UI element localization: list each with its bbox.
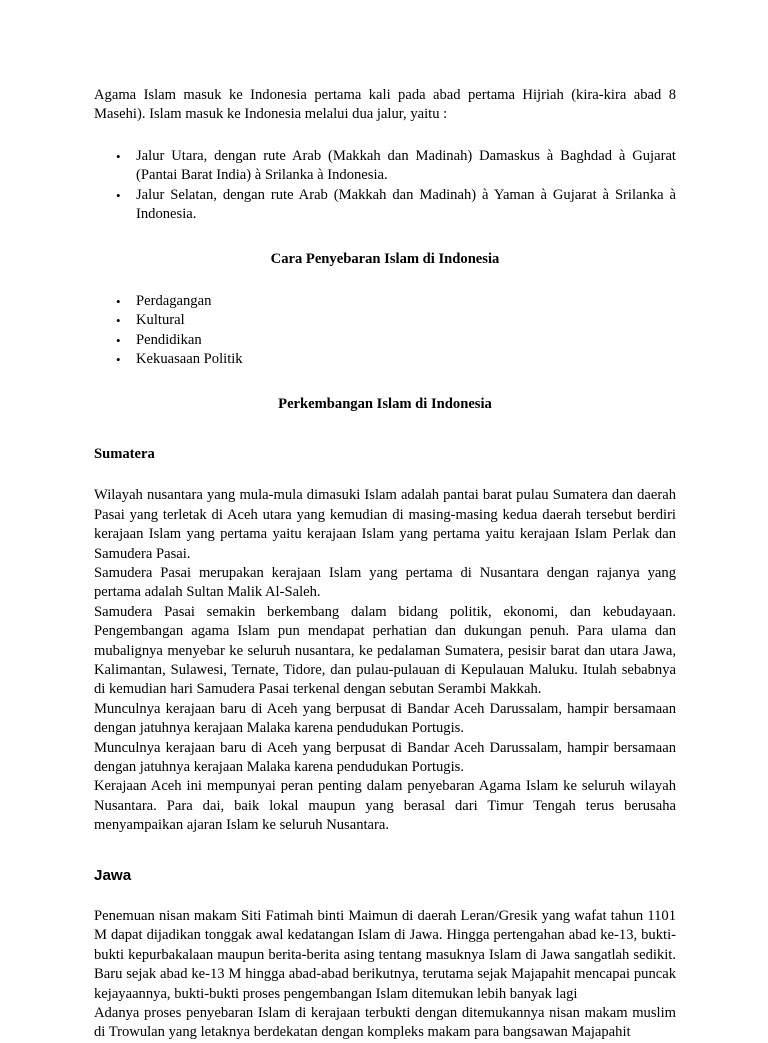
list-item	[94, 311, 676, 330]
spacer	[94, 885, 676, 907]
spacer	[94, 464, 676, 486]
list-item-label: Kekuasaan Politik	[136, 351, 243, 368]
bullet-icon: •	[116, 293, 121, 309]
sumatera-paragraph: Samudera Pasai semakin berkembang dalam bidang politik, ekonomi, dan kebudayaan. Pengembangan agama Islam pun mendapat perhatian dan dukungan penuh. Para ulama dan mubalignya menyebar ke seluruh nusantara, ke pedalaman Sumatera, pesisir barat dan utara Jawa, Kalimantan, Sulawesi, Ternate, Tidore, dan pulau-pulauan di Kepulauan Maluku. Itulah sebabnya di kemudian hari Samudera Pasai terkenal dengan sebutan Serambi Makkah.	[94, 603, 676, 698]
bullet-icon: •	[116, 352, 121, 368]
heading-perkembangan-islam: Perkembangan Islam di Indonesia	[278, 396, 492, 413]
spacer	[94, 369, 676, 395]
sumatera-paragraph: Samudera Pasai merupakan kerajaan Islam yang pertama di Nusantara dengan rajanya yang pertama adalah Sultan Malik Al-Saleh.	[94, 564, 676, 601]
sumatera-paragraph: Munculnya kerajaan baru di Aceh yang berpusat di Bandar Aceh Darussalam, hampir bersamaan dengan jatuhnya kerajaan Malaka karena pendudukan Portugis.	[94, 700, 676, 737]
bullet-icon: •	[116, 148, 121, 164]
spacer	[94, 415, 676, 445]
sumatera-paragraph: Munculnya kerajaan baru di Aceh yang berpusat di Bandar Aceh Darussalam, hampir bersamaan dengan jatuhnya kerajaan Malaka karena pendudukan Portugis.	[94, 739, 676, 775]
section-heading-jawa: Jawa	[94, 866, 132, 884]
routes-list	[94, 147, 676, 225]
spacer	[94, 836, 676, 866]
spacer	[94, 224, 676, 250]
sumatera-paragraph: Kerajaan Aceh ini mempunyai peran penting dalam penyebaran Agama Islam ke seluruh wilayah Nusantara. Para dai, baik lokal maupun yang berasal dari Timur Tengah terus berusaha menyampaikan ajaran Islam ke seluruh Nusantara.	[94, 778, 676, 834]
spacer	[94, 125, 676, 147]
list-item	[94, 350, 676, 369]
spacer	[94, 270, 676, 292]
list-item-label: Perdagangan	[136, 292, 212, 309]
heading-cara-penyebaran: Cara Penyebaran Islam di Indonesia	[270, 251, 500, 268]
list-item-label: Kultural	[136, 312, 185, 329]
bullet-icon: •	[116, 332, 121, 348]
sumatera-paragraph: Wilayah nusantara yang mula-mula dimasuki Islam adalah pantai barat pulau Sumatera dan daerah Pasai yang terletak di Aceh utara yang kemudian di masing-masing kedua daerah tersebut berdiri kerajaan Islam yang pertama yaitu kerajaan Islam yang pertama yaitu kerajaan Islam Perlak dan Samudera Pasai.	[94, 487, 676, 562]
document-body	[94, 86, 676, 1043]
jawa-paragraph: Penemuan nisan makam Siti Fatimah binti Maimun di daerah Leran/Gresik yang wafat tahun 1101 M dapat dijadikan tonggak awal kedatangan Islam di Jawa. Hingga pertengahan abad ke-13, bukti-bukti kepurbakalaan maupun berita-berita asing tentang masuknya Islam di Jawa sangatlah sedikit. Baru sejak abad ke-13 M hingga abad-abad berikutnya, terutama sejak Majapahit mencapai puncak kejayaannya, bukti-bukti proses pengembangan Islam ditemukan lebih banyak lagi	[94, 908, 676, 1002]
list-item-label: Pendidikan	[136, 331, 202, 348]
list-item-label: Jalur Selatan, dengan rute Arab (Makkah dan Madinah) à Yaman à Gujarat à Srilanka à Indonesia.	[136, 186, 676, 223]
list-item	[94, 147, 676, 186]
intro-paragraph: Agama Islam masuk ke Indonesia pertama kali pada abad pertama Hijriah (kira-kira abad 8 Masehi). Islam masuk ke Indonesia melalui dua jalur, yaitu :	[94, 87, 676, 123]
list-item	[94, 292, 676, 311]
cara-list	[94, 292, 676, 370]
jawa-paragraph: Adanya proses penyebaran Islam di kerajaan terbukti dengan ditemukannya nisan makam muslim di Trowulan yang letaknya berdekatan dengan kompleks makam para bangsawan Majapahit	[94, 1005, 676, 1041]
list-item-label: Jalur Utara, dengan rute Arab (Makkah dan Madinah) Damaskus à Baghdad à Gujarat (Pantai Barat India) à Srilanka à Indonesia.	[136, 147, 676, 184]
list-item	[94, 331, 676, 350]
list-item	[94, 186, 676, 225]
bullet-icon: •	[116, 313, 121, 329]
section-heading-sumatera: Sumatera	[94, 445, 155, 462]
bullet-icon: •	[116, 187, 121, 203]
